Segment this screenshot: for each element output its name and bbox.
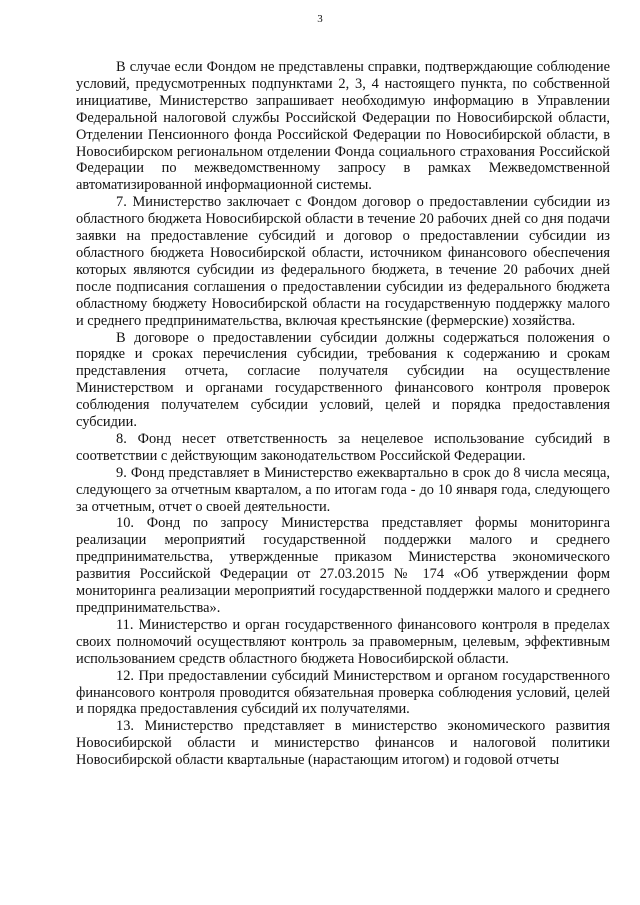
paragraph-7-contract: 7. Министерство заключает с Фондом договор о предоставлении субсидии из областного бюджета Новосибирской области в течение 20 рабочих дней со дня подачи заявки на предоставление субсидий и договор о предоставлении субсидии из областного бюджета Новосибирской области, источником финансового обеспечения которых являются субсидии из федерального бюджета, в течение 20 рабочих дней после подписания соглашения о предоставлении субсидии из федерального бюджета областному бюджету Новосибирской области на государственную поддержку малого и среднего предпринимательства, включая крестьянские (фермерские) хозяйства. [76,194,610,329]
paragraph-13-reporting: 13. Министерство представляет в министерство экономического развития Новосибирской области и министерство финансов и налоговой политики Новосибирской области квартальные (нарастающим итогом) и годовой отчеты [76,718,610,769]
paragraph-8-responsibility: 8. Фонд несет ответственность за нецелевое использование субсидий в соответствии с действующим законодательством Российской Федерации. [76,430,610,464]
document-body [76,59,610,769]
paragraph-12-inspection: 12. При предоставлении субсидий Министерством и органом государственного финансового контроля проводится обязательная проверка соблюдения условий, целей и порядка предоставления субсидий их получателями. [76,667,610,718]
page-number: 3 [317,13,323,25]
paragraph-11-control: 11. Министерство и орган государственного финансового контроля в пределах своих полномочий осуществляют контроль за правомерным, целевым, эффективным использованием средств областного бюджета Новосибирской области. [76,616,610,667]
paragraph-10-monitoring: 10. Фонд по запросу Министерства представляет формы мониторинга реализации мероприятий государственной поддержки малого и среднего предпринимательства, утвержденные приказом Министерства экономического развития Российской Федерации от 27.03.2015 № 174 «Об утверждении форм мониторинга реализации мероприятий государственной поддержки малого и среднего предпринимательства». [76,515,610,616]
paragraph-contract-provisions: В договоре о предоставлении субсидии должны содержаться положения о порядке и сроках перечисления субсидии, требования к содержанию и срокам представления отчета, согласие получателя субсидии на осуществление Министерством и органами государственного финансового контроля проверок соблюдения получателем субсидии условий, целей и порядка предоставления субсидии. [76,329,610,431]
paragraph-9-report: 9. Фонд представляет в Министерство ежеквартально в срок до 8 числа месяца, следующего за отчетным кварталом, а по итогам года - до 10 января года, следующего за отчетным, отчет о своей деятельности. [76,464,610,515]
paragraph-request-info: В случае если Фондом не представлены справки, подтверждающие соблюдение условий, предусмотренных подпунктами 2, 3, 4 настоящего пункта, по собственной инициативе, Министерство запрашивает необходимую информацию в Управлении Федеральной налоговой службы Российской Федерации по Новосибирской области, Отделении Пенсионного фонда Российской Федерации по Новосибирской области, в Новосибирском региональном отделении Фонда социального страхования Российской Федерации по межведомственному запросу в рамках Межведомственной автоматизированной информационной системы. [76,59,610,194]
